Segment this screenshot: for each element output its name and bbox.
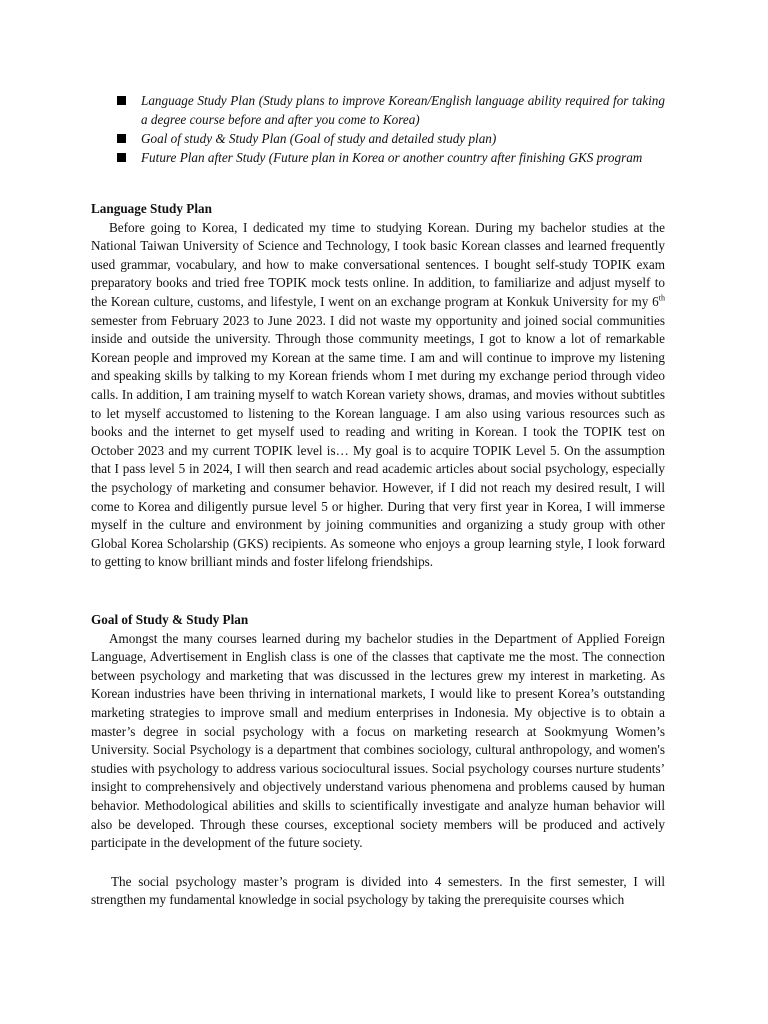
bullet-text: Language Study Plan (Study plans to improve Korean/English language ability required for taking a degree course before and after you come to Korea) (141, 93, 665, 127)
paragraph-text: Before going to Korea, I dedicated my time to studying Korean. During my bachelor studies at the National Taiwan University of Science and Technology, I took basic Korean classes and learned frequently used grammar, vocabulary, and how to make conversational sentences. I bought self-study TOPIK exam preparatory books and tried free TOPIK mock tests online. In addition, to familiarize and adjust myself to the Korean culture, customs, and lifestyle, I went on an exchange program at Konkuk University for my 6 (91, 219, 665, 309)
bullet-item (117, 148, 665, 167)
section-paragraph: The social psychology master’s program is divided into 4 semesters. In the first semester, I will strengthen my fundamental knowledge in social psychology by taking the prerequisite courses which (91, 873, 665, 908)
square-bullet-icon (117, 134, 126, 143)
goal-of-study-section (91, 611, 665, 910)
paragraph-text: semester from February 2023 to June 2023. I did not waste my opportunity and joined social communities inside and outside the university. Through those community meetings, I got to know a lot of remarkable Korean people and improved my Korean at the same time. I am and will continue to improve my listening and speaking skills by talking to my Korean friends whom I met during my exchange period through video calls. In addition, I am training myself to watch Korean variety shows, dramas, and movies without subtitles to let myself accustomed to listening to the Korean language. I am also using various resources such as books and the internet to get myself used to reading and writing in Korean. I took the TOPIK test on October 2023 and my current TOPIK level is… My goal is to acquire TOPIK Level 5. On the assumption that I pass level 5 in 2024, I will then search and read academic articles about social psychology, especially the psychology of marketing and consumer behavior. However, if I did not reach my desired result, I will come to Korea and diligently pursue level 5 or higher. During that very first year in Korea, I will immerse myself in the culture and environment by joining communities and organizing a study group with other Global Korea Scholarship (GKS) recipients. As someone who enjoys a group learning style, I look forward to getting to know brilliant minds and foster lifelong friendships. (91, 312, 665, 570)
section-paragraph (91, 219, 665, 572)
ordinal-suffix: th (658, 293, 665, 303)
section-heading: Language Study Plan (91, 201, 212, 216)
language-study-section (91, 200, 665, 572)
square-bullet-icon (117, 96, 126, 105)
bullet-item (117, 91, 665, 129)
bullet-item (117, 129, 665, 148)
bullet-text: Goal of study & Study Plan (Goal of study and detailed study plan) (141, 131, 497, 146)
section-heading: Goal of Study & Study Plan (91, 612, 249, 627)
bullet-text: Future Plan after Study (Future plan in Korea or another country after finishing GKS program (141, 150, 643, 165)
square-bullet-icon (117, 153, 126, 162)
section-paragraph: Amongst the many courses learned during my bachelor studies in the Department of Applied Foreign Language, Advertisement in English class is one of the classes that captivate me the most. The connection between psychology and marketing that was discussed in the lectures grew my interest in marketing. As Korean industries have been thriving in international markets, I would like to present Korea’s outstanding marketing strategies to improve small and medium enterprises in Indonesia. My objective is to obtain a master’s degree in social psychology with a focus on marketing research at Sookmyung Women’s University. Social Psychology is a department that combines sociology, cultural anthropology, and women's studies with psychology to address various sociocultural issues. Social psychology courses nurture students’ insight to comprehensively and objectively understand various phenomena and problems caused by human behavior. Methodological abilities and skills to scientifically investigate and analyze human behavior will also be developed. Through these courses, exceptional society members will be produced and actively participate in the development of the future society. (91, 630, 665, 851)
bullet-list (117, 91, 665, 167)
